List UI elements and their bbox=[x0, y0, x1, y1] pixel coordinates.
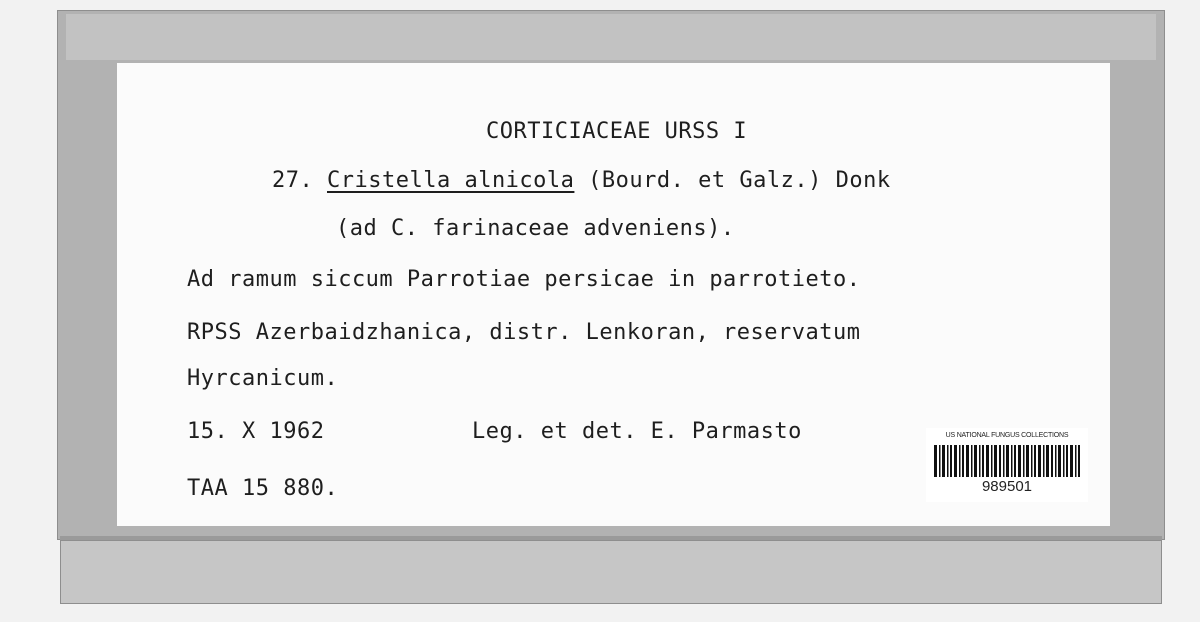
label-title: CORTICIACEAE URSS I bbox=[486, 119, 748, 144]
species-name: Cristella alnicola bbox=[327, 168, 575, 193]
barcode-bars bbox=[934, 445, 1080, 477]
packet-flap bbox=[60, 540, 1162, 604]
herbarium-number: TAA 15 880. bbox=[187, 476, 339, 501]
substrate-line: Ad ramum siccum Parrotiae persicae in parrotieto. bbox=[187, 267, 861, 292]
specimen-number: 27. bbox=[272, 168, 314, 193]
locality-line-1: RPSS Azerbaidzhanica, distr. Lenkoran, reservatum bbox=[187, 320, 861, 345]
host-note: (ad C. farinaceae adveniens). bbox=[336, 216, 735, 241]
barcode-number: 989501 bbox=[981, 478, 1033, 495]
collector: Leg. et det. E. Parmasto bbox=[472, 419, 802, 444]
locality-line-2: Hyrcanicum. bbox=[187, 366, 339, 391]
species-authority: (Bourd. et Galz.) Donk bbox=[574, 168, 891, 193]
barcode-collection: US NATIONAL FUNGUS COLLECTIONS bbox=[945, 432, 1069, 439]
collection-date: 15. X 1962 bbox=[187, 419, 325, 444]
barcode-label bbox=[926, 428, 1088, 502]
packet-inner-edge bbox=[66, 14, 1156, 60]
species-line bbox=[272, 168, 891, 194]
